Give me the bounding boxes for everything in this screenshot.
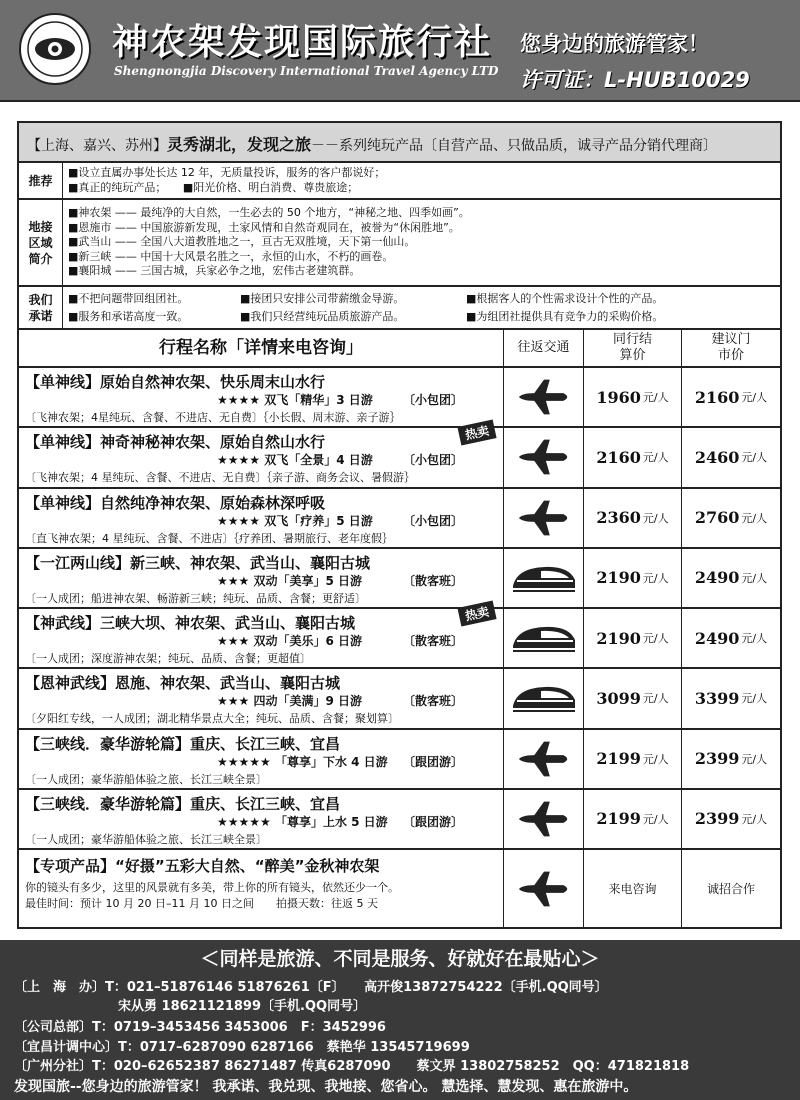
route-notes: 〔一人成团；豪华游船体验之旅、长江三峡全景〕 xyxy=(25,832,267,846)
route-group-type: 〔散客班〕 xyxy=(403,694,464,709)
route-grade: ★★★ 双动「美乐」6 日游 xyxy=(217,634,362,648)
route-row xyxy=(19,730,780,790)
route-row xyxy=(19,423,780,488)
transport-cell xyxy=(503,489,583,547)
route-grade: ★★★ 双动「美享」5 日游 xyxy=(217,573,362,588)
retail-price: 2760 xyxy=(694,508,740,528)
banner-region: 【上海、嘉兴、苏州】 xyxy=(27,138,167,154)
price-unit: 元/人 xyxy=(741,752,768,766)
net-price: 2190 xyxy=(596,568,641,588)
special-net: 来电咨询 xyxy=(608,882,657,896)
footer-bottom-slogan: 发现国旅--您身边的旅游管家！ 我承诺、我兑现、我地接、您省心。 慧选择、慧发现、惠在旅游中。 xyxy=(14,1079,638,1095)
retail-price: 2490 xyxy=(694,628,740,648)
price-unit: 元/人 xyxy=(642,451,669,465)
promise-item: ■不把问题带回组团社。 xyxy=(68,292,189,305)
route-title: 【恩神武线】恩施、神农架、武当山、襄阳古城 xyxy=(25,674,341,693)
region-line: ■襄阳城 —— 三国古城，兵家必争之地，宏伟古老建筑群。 xyxy=(68,264,361,277)
promise-section xyxy=(19,287,780,330)
route-group-type: 〔小包团〕 xyxy=(403,513,464,528)
region-line: ■新三峡 —— 中国十大风景名胜之一，永恒的山水，不朽的画卷。 xyxy=(68,249,394,263)
retail-price: 2160 xyxy=(694,387,740,407)
net-price-cell xyxy=(583,669,681,727)
header-slogan: 您身边的旅游管家！ xyxy=(520,32,709,56)
retail-price: 2399 xyxy=(694,809,740,829)
region-line: ■武当山 —— 全国八大道教胜地之一，亘古无双胜境，天下第一仙山。 xyxy=(68,235,416,248)
route-group-type: 〔散客班〕 xyxy=(403,634,464,648)
price-unit: 元/人 xyxy=(741,571,768,585)
train-icon xyxy=(511,682,577,714)
retail-price-cell xyxy=(681,669,780,727)
route-notes: 〔飞神农架；4 星纯玩、含餐、不进店、无自费〕｛亲子游、商务会议、暑假游｝ xyxy=(25,471,415,485)
transport-cell xyxy=(503,730,583,788)
net-price: 3099 xyxy=(596,688,641,708)
col-net-price: 同行结算价 xyxy=(583,330,681,366)
price-unit: 元/人 xyxy=(642,812,669,826)
route-row xyxy=(19,790,780,850)
route-group-type: 〔散客班〕 xyxy=(403,573,464,588)
route-group-type: 〔跟团游〕 xyxy=(403,814,464,829)
product-table xyxy=(17,121,782,929)
license-number: 许可证：L-HUB10029 xyxy=(520,68,750,92)
price-unit: 元/人 xyxy=(642,692,669,706)
route-grade: ★★★★ 双飞「精华」3 日游 xyxy=(217,393,373,407)
company-name-en: Shengnongjia Discovery International Travel Agency LTD xyxy=(114,64,499,78)
transport-cell xyxy=(503,549,583,607)
plane-icon xyxy=(515,437,573,477)
net-price-cell xyxy=(583,730,681,788)
retail-price: 2490 xyxy=(694,568,740,588)
net-price-cell xyxy=(583,489,681,547)
train-icon xyxy=(511,562,577,594)
retail-price-cell xyxy=(681,730,780,788)
hot-sale-badge: 热卖 xyxy=(457,420,496,446)
price-unit: 元/人 xyxy=(741,391,768,405)
price-unit: 元/人 xyxy=(642,632,669,646)
net-price-cell xyxy=(583,850,681,927)
recommend-line: ■设立直属办事处长达 12 年，无质量投诉，服务的客户都说好； xyxy=(68,166,386,179)
route-notes: 〔一人成团；深度游神农架；纯玩、品质、含餐；更超值〕 xyxy=(25,652,311,665)
column-header xyxy=(19,330,780,368)
col-route-name: 行程名称「详情来电咨询」 xyxy=(159,338,363,358)
route-grade: ★★★★★ 「尊享」上水 5 日游 xyxy=(217,814,388,829)
net-price-cell xyxy=(583,790,681,848)
plane-icon xyxy=(515,377,573,417)
route-notes: 〔一人成团；豪华游船体验之旅、长江三峡全景〕 xyxy=(25,772,267,786)
route-title: 【一江两山线】新三峡、神农架、武当山、襄阳古城 xyxy=(25,553,371,572)
company-logo xyxy=(18,12,92,86)
special-description: 你的镜头有多少，这里的风景就有多美，带上你的所有镜头，依然还少一个。 xyxy=(25,881,399,894)
retail-price-cell xyxy=(681,549,780,607)
net-price: 2199 xyxy=(596,749,641,769)
route-grade: ★★★★ 双飞「疗养」5 日游 xyxy=(217,513,373,528)
route-notes: 〔一人成团；船进神农架、畅游新三峡；纯玩、品质、含餐；更舒适〕 xyxy=(25,591,366,605)
transport-cell xyxy=(503,850,583,927)
promise-item: ■我们只经营纯玩品质旅游产品。 xyxy=(240,309,405,323)
net-price-cell xyxy=(583,368,681,426)
header xyxy=(0,0,800,102)
net-price-cell xyxy=(583,609,681,667)
special-retail: 诚招合作 xyxy=(706,882,755,896)
route-grade: ★★★★ 双飞「全景」4 日游 xyxy=(217,453,373,468)
retail-price-cell xyxy=(681,609,780,667)
promise-item: ■接团只安排公司带薪缴金导游。 xyxy=(240,292,405,305)
route-notes: 〔直飞神农架；4 星纯玩、含餐、不进店〕｛疗养团、暑期旅行、老年度假｝ xyxy=(25,531,393,545)
retail-price-cell xyxy=(681,368,780,426)
price-unit: 元/人 xyxy=(642,752,669,766)
regions-label: 地接区域简介 xyxy=(19,200,63,285)
route-row xyxy=(19,669,780,729)
net-price: 2360 xyxy=(596,508,641,528)
route-title: 【单神线】自然纯净神农架、原始森林深呼吸 xyxy=(25,493,326,512)
transport-cell xyxy=(503,790,583,848)
contact-line: 〔上 海 办〕T：021–51876146 51876261〔F〕 高开俊13872754222〔手机.QQ同号〕 xyxy=(14,980,608,995)
contact-line: 宋从勇 18621121899〔手机.QQ同号〕 xyxy=(14,999,367,1014)
contact-line: 〔宜昌计调中心〕T：0717–6287090 6287166 蔡艳华 13545719699 xyxy=(14,1040,470,1055)
route-group-type: 〔小包团〕 xyxy=(403,453,464,468)
route-row xyxy=(19,604,780,669)
transport-cell xyxy=(503,428,583,486)
special-title: 【专项产品】“好摄”五彩大自然、“醉美”金秋神农架 xyxy=(25,857,380,875)
price-unit: 元/人 xyxy=(642,391,669,405)
route-grade: ★★★ 四动「美满」9 日游 xyxy=(217,694,362,709)
col-retail-price: 建议门市价 xyxy=(681,330,780,366)
retail-price-cell xyxy=(681,489,780,547)
plane-icon xyxy=(515,739,573,779)
route-title: 【三峡线．豪华游轮篇】重庆、长江三峡、宜昌 xyxy=(25,734,341,753)
retail-price: 2460 xyxy=(694,447,740,467)
net-price: 1960 xyxy=(596,387,641,407)
recommend-section xyxy=(19,163,780,200)
route-notes: 〔夕阳红专线，一人成团；湖北精华景点大全；纯玩、品质、含餐；聚划算〕 xyxy=(25,712,399,726)
special-schedule: 最佳时间：预计 10 月 20 日–11 月 10 日之间 拍摄天数：往返 5 天 xyxy=(25,897,378,910)
net-price-cell xyxy=(583,549,681,607)
price-unit: 元/人 xyxy=(741,692,768,706)
transport-cell xyxy=(503,669,583,727)
footer-contacts xyxy=(0,940,800,1100)
retail-price-cell xyxy=(681,790,780,848)
banner-suffix: －－系列纯玩产品〔自营产品、只做品质，诚寻产品分销代理商〕 xyxy=(311,138,718,154)
plane-icon xyxy=(515,498,573,538)
price-unit: 元/人 xyxy=(642,571,669,585)
price-unit: 元/人 xyxy=(741,632,768,646)
retail-price-cell xyxy=(681,850,780,927)
plane-icon xyxy=(515,799,573,839)
promise-label: 我们承诺 xyxy=(19,287,63,328)
price-unit: 元/人 xyxy=(741,812,768,826)
route-notes: 〔飞神农架；4星纯玩、含餐、不进店、无自费〕｛小长假、周末游、亲子游｝ xyxy=(25,411,401,424)
net-price-cell xyxy=(583,428,681,486)
contact-line: 〔广州分社〕T：020–62652387 86271487 传真6287090 蔡文界 13802758252 QQ：471821818 xyxy=(14,1059,690,1074)
banner-title: 灵秀湖北，发现之旅 xyxy=(167,135,312,154)
col-transport: 往返交通 xyxy=(503,330,583,366)
transport-cell xyxy=(503,368,583,426)
recommend-line: ■真正的纯玩产品； ■阳光价格、明白消费、尊贵旅途； xyxy=(68,180,359,194)
route-group-type: 〔小包团〕 xyxy=(403,393,464,407)
route-row xyxy=(19,549,780,609)
promise-item: ■服务和承诺高度一致。 xyxy=(68,309,189,323)
net-price: 2199 xyxy=(596,809,641,829)
hot-sale-badge: 热卖 xyxy=(457,600,496,626)
route-title: 【单神线】原始自然神农架、快乐周末山水行 xyxy=(25,373,326,391)
net-price: 2160 xyxy=(596,447,641,467)
retail-price-cell xyxy=(681,428,780,486)
price-unit: 元/人 xyxy=(741,451,768,465)
route-group-type: 〔跟团游〕 xyxy=(403,754,464,769)
transport-cell xyxy=(503,609,583,667)
series-banner xyxy=(19,123,780,163)
route-row xyxy=(19,368,780,428)
company-name-cn: 神农架发现国际旅行社 xyxy=(112,22,493,63)
route-title: 【单神线】神奇神秘神农架、原始自然山水行 xyxy=(25,433,326,452)
footer-slogan: ＜同样是旅游、不同是服务、好就好在最贴心＞ xyxy=(200,948,600,970)
contact-line: 〔公司总部〕T：0719–3453456 3453006 F：3452996 xyxy=(14,1020,386,1035)
price-unit: 元/人 xyxy=(741,511,768,525)
route-grade: ★★★★★ 「尊享」下水 4 日游 xyxy=(217,754,388,769)
special-product-row xyxy=(19,850,780,927)
route-title: 【神武线】三峡大坝、神农架、武当山、襄阳古城 xyxy=(25,614,356,632)
route-row xyxy=(19,489,780,549)
regions-section xyxy=(19,200,780,287)
recommend-label: 推荐 xyxy=(19,163,63,198)
promise-item: ■为组团社提供具有竞争力的采购价格。 xyxy=(466,309,664,323)
region-line: ■恩施市 —— 中国旅游新发现，土家风情和自然奇观同在，被誉为“休闲胜地”。 xyxy=(68,220,460,234)
net-price: 2190 xyxy=(596,628,641,648)
route-title: 【三峡线．豪华游轮篇】重庆、长江三峡、宜昌 xyxy=(25,794,341,813)
price-unit: 元/人 xyxy=(642,511,669,525)
promise-item: ■根据客人的个性需求设计个性的产品。 xyxy=(466,292,664,305)
region-line: ■神农架 —— 最纯净的大自然，一生必去的 50 个地方，“神秘之地、四季如画”。 xyxy=(68,206,470,219)
retail-price: 3399 xyxy=(694,688,740,708)
plane-icon xyxy=(515,869,573,909)
retail-price: 2399 xyxy=(694,749,740,769)
train-icon xyxy=(511,622,577,654)
